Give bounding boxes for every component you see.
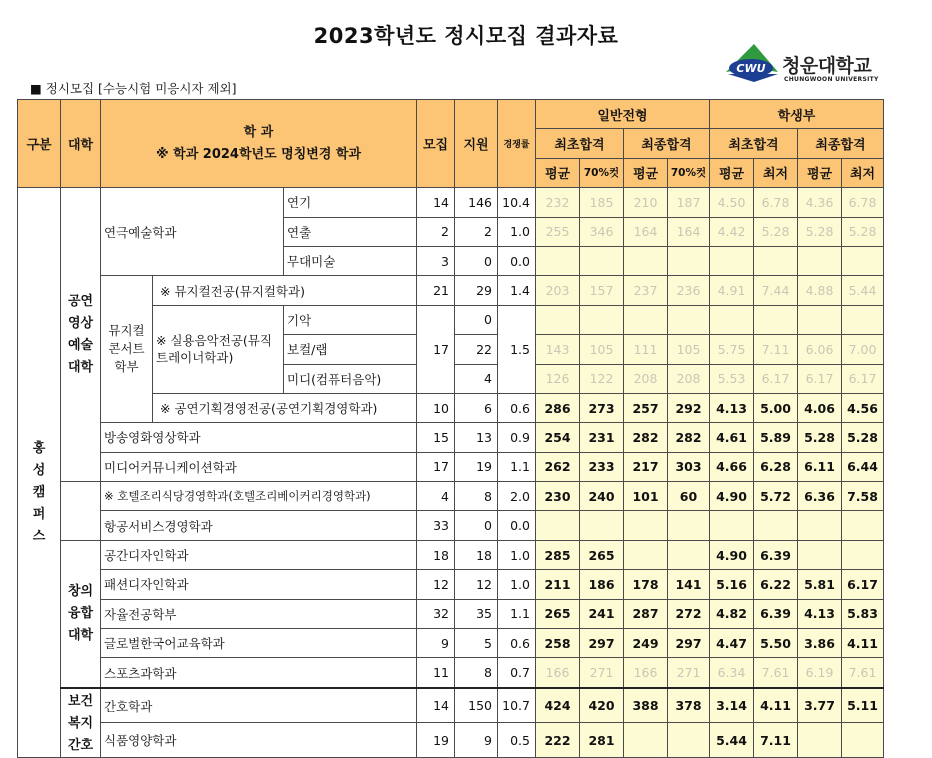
cell-applicants: 146	[455, 188, 498, 217]
cell-value: 281	[580, 723, 624, 757]
logo-name-korean: 청운대학교	[782, 55, 872, 77]
cell-empty	[668, 511, 710, 540]
cell-value: 4.13	[710, 393, 754, 422]
table-row	[18, 188, 884, 217]
cell-value: 141	[668, 570, 710, 599]
cell-applicants: 5	[455, 629, 498, 658]
major-midi: 미디(컴퓨터음악)	[284, 364, 417, 393]
header-min: 최저	[842, 158, 884, 187]
cell-value: 7.61	[842, 658, 884, 688]
cell-empty	[624, 540, 668, 569]
cell-value: 282	[668, 423, 710, 452]
cell-quota: 4	[417, 482, 455, 511]
cell-value: 166	[536, 658, 580, 688]
cell-value: 4.61	[710, 423, 754, 452]
cell-value: 210	[624, 188, 668, 217]
cell-value: 6.39	[754, 540, 798, 569]
cell-applicants: 35	[455, 599, 498, 628]
cell-value: 282	[624, 423, 668, 452]
cell-value: 272	[668, 599, 710, 628]
cell-value: 164	[624, 217, 668, 246]
cell-value: 4.13	[798, 599, 842, 628]
cell-applicants: 8	[455, 482, 498, 511]
cell-rate: 1.1	[498, 599, 536, 628]
cell-value: 5.72	[754, 482, 798, 511]
cell-value: 258	[536, 629, 580, 658]
cell-empty	[842, 511, 884, 540]
cell-value: 287	[624, 599, 668, 628]
dept-musical: ※ 뮤지컬전공(뮤지컬학과)	[153, 276, 417, 305]
cell-quota: 14	[417, 188, 455, 217]
cell-value: 271	[668, 658, 710, 688]
cell-empty	[798, 305, 842, 334]
cell-quota: 3	[417, 246, 455, 275]
header-applicants: 지원	[455, 100, 498, 188]
cell-applicants: 2	[455, 217, 498, 246]
table-row	[18, 482, 884, 511]
cell-empty	[710, 246, 754, 275]
cell-value: 255	[536, 217, 580, 246]
cell-value: 5.89	[754, 423, 798, 452]
cell-value: 6.22	[754, 570, 798, 599]
cell-rate: 1.0	[498, 217, 536, 246]
cell-value: 6.78	[842, 188, 884, 217]
cell-rate: 1.5	[498, 305, 536, 393]
cell-empty	[842, 723, 884, 757]
dept-aviation-service: 항공서비스경영학과	[101, 511, 417, 540]
cell-rate: 0.0	[498, 246, 536, 275]
header-general-first-pass: 최초합격	[536, 129, 624, 158]
cell-empty	[710, 305, 754, 334]
cell-value: 143	[536, 335, 580, 364]
dept-space-design: 공간디자인학과	[101, 540, 417, 569]
cell-value: 208	[668, 364, 710, 393]
cell-value: 4.36	[798, 188, 842, 217]
cell-value: 5.11	[842, 688, 884, 723]
header-student-final-pass: 최종합격	[798, 129, 884, 158]
cell-empty	[624, 511, 668, 540]
cell-rate: 0.5	[498, 723, 536, 757]
cell-value: 211	[536, 570, 580, 599]
cell-value: 5.28	[842, 217, 884, 246]
cell-quota: 14	[417, 688, 455, 723]
table-body	[18, 188, 884, 758]
cell-value: 231	[580, 423, 624, 452]
major-directing: 연출	[284, 217, 417, 246]
cell-value: 4.50	[710, 188, 754, 217]
cell-value: 111	[624, 335, 668, 364]
cell-applicants: 150	[455, 688, 498, 723]
cell-value: 101	[624, 482, 668, 511]
cell-applicants: 29	[455, 276, 498, 305]
header-student-first-pass: 최초합격	[710, 129, 798, 158]
cell-value: 424	[536, 688, 580, 723]
dept-free-major: 자율전공학부	[101, 599, 417, 628]
header-student-record: 학생부	[710, 100, 884, 129]
dept-performance-planning: ※ 공연기획경영전공(공연기획경영학과)	[153, 393, 417, 422]
table-row	[18, 423, 884, 452]
cell-value: 420	[580, 688, 624, 723]
cell-value: 203	[536, 276, 580, 305]
cell-value: 3.14	[710, 688, 754, 723]
header-department	[101, 100, 417, 188]
table-row	[18, 452, 884, 481]
cell-value: 297	[580, 629, 624, 658]
group-musical-concert: 뮤지컬콘서트학부	[101, 276, 153, 423]
cell-value: 7.00	[842, 335, 884, 364]
cell-value: 6.19	[798, 658, 842, 688]
college-creative: 창의융합대학	[61, 540, 101, 687]
cell-value: 5.50	[754, 629, 798, 658]
cell-value: 265	[536, 599, 580, 628]
cell-value: 232	[536, 188, 580, 217]
cell-quota: 17	[417, 305, 455, 393]
cell-empty	[754, 305, 798, 334]
cell-value: 6.34	[710, 658, 754, 688]
cell-value: 6.17	[842, 570, 884, 599]
cell-value: 346	[580, 217, 624, 246]
cell-empty	[580, 305, 624, 334]
cell-applicants: 18	[455, 540, 498, 569]
header-general-admission: 일반전형	[536, 100, 710, 129]
cell-empty	[580, 246, 624, 275]
cell-value: 4.42	[710, 217, 754, 246]
table-row	[18, 540, 884, 569]
cell-value: 157	[580, 276, 624, 305]
cell-empty	[798, 540, 842, 569]
cell-value: 265	[580, 540, 624, 569]
header-department-note: ※ 학과 2024학년도 명칭변경 학과	[155, 146, 362, 162]
cell-value: 4.82	[710, 599, 754, 628]
cell-value: 5.28	[798, 423, 842, 452]
cell-value: 3.86	[798, 629, 842, 658]
cell-empty	[754, 511, 798, 540]
cell-value: 257	[624, 393, 668, 422]
cell-empty	[710, 511, 754, 540]
dept-media-communication: 미디어커뮤니케이션학과	[101, 452, 417, 481]
cell-applicants: 8	[455, 658, 498, 688]
table-row	[18, 658, 884, 688]
cell-applicants: 12	[455, 570, 498, 599]
cell-value: 286	[536, 393, 580, 422]
cell-applicants: 0	[455, 305, 498, 334]
cell-empty	[536, 246, 580, 275]
cell-empty	[668, 540, 710, 569]
major-stage-art: 무대미술	[284, 246, 417, 275]
cell-rate: 1.0	[498, 570, 536, 599]
cell-value: 240	[580, 482, 624, 511]
cell-empty	[798, 723, 842, 757]
cell-rate: 0.6	[498, 393, 536, 422]
header-avg: 평균	[624, 158, 668, 187]
cell-value: 7.11	[754, 723, 798, 757]
college-health: 보건복지간호	[61, 688, 101, 758]
cell-value: 297	[668, 629, 710, 658]
table-row	[18, 570, 884, 599]
cell-value: 5.28	[798, 217, 842, 246]
header-min: 최저	[754, 158, 798, 187]
cell-applicants: 22	[455, 335, 498, 364]
cwu-emblem-icon	[724, 42, 780, 84]
cell-value: 164	[668, 217, 710, 246]
cell-value: 178	[624, 570, 668, 599]
dept-practical-music: ※ 실용음악전공(뮤직트레이너학과)	[153, 305, 284, 393]
cell-value: 217	[624, 452, 668, 481]
cell-value: 233	[580, 452, 624, 481]
cell-applicants: 9	[455, 723, 498, 757]
cell-value: 105	[668, 335, 710, 364]
cell-value: 249	[624, 629, 668, 658]
table-row	[18, 599, 884, 628]
cell-value: 6.17	[798, 364, 842, 393]
cell-value: 5.75	[710, 335, 754, 364]
cell-applicants: 0	[455, 511, 498, 540]
cell-applicants: 13	[455, 423, 498, 452]
cell-value: 273	[580, 393, 624, 422]
header-avg: 평균	[710, 158, 754, 187]
section-subtitle: ■ 정시모집 [수능시험 미응시자 제외]	[30, 81, 237, 96]
cell-value: 166	[624, 658, 668, 688]
cell-applicants: 4	[455, 364, 498, 393]
cell-empty	[624, 305, 668, 334]
dept-food-nutrition: 식품영양학과	[101, 723, 417, 757]
cell-value: 4.90	[710, 482, 754, 511]
header-department-label: 학 과	[243, 124, 274, 140]
cell-value: 4.66	[710, 452, 754, 481]
cell-quota: 33	[417, 511, 455, 540]
major-instrument: 기악	[284, 305, 417, 334]
cell-value: 4.11	[842, 629, 884, 658]
table-row	[18, 688, 884, 723]
cell-quota: 12	[417, 570, 455, 599]
cell-empty	[668, 246, 710, 275]
cell-value: 4.88	[798, 276, 842, 305]
dept-theater: 연극예술학과	[101, 188, 284, 276]
cell-empty	[754, 246, 798, 275]
cell-value: 4.90	[710, 540, 754, 569]
cell-empty	[842, 246, 884, 275]
cell-rate: 10.7	[498, 688, 536, 723]
cell-quota: 2	[417, 217, 455, 246]
cell-value: 6.28	[754, 452, 798, 481]
cell-value: 5.53	[710, 364, 754, 393]
cell-value: 303	[668, 452, 710, 481]
dept-sports-science: 스포츠과학과	[101, 658, 417, 688]
cell-value: 236	[668, 276, 710, 305]
major-acting: 연기	[284, 188, 417, 217]
logo-name-english: CHUNGWOON UNIVERSITY	[784, 76, 879, 83]
cell-value: 5.44	[710, 723, 754, 757]
cell-rate: 0.6	[498, 629, 536, 658]
cell-value: 126	[536, 364, 580, 393]
cell-quota: 18	[417, 540, 455, 569]
cell-rate: 1.1	[498, 452, 536, 481]
cell-value: 230	[536, 482, 580, 511]
cell-rate: 10.4	[498, 188, 536, 217]
cell-quota: 15	[417, 423, 455, 452]
table-row	[18, 511, 884, 540]
cell-value: 5.16	[710, 570, 754, 599]
cell-value: 208	[624, 364, 668, 393]
cell-value: 5.81	[798, 570, 842, 599]
cell-empty	[798, 511, 842, 540]
cell-empty	[842, 305, 884, 334]
header-avg: 평균	[536, 158, 580, 187]
dept-hotel-culinary: ※ 호텔조리식당경영학과(호텔조리베이커리경영학과)	[101, 482, 417, 511]
cell-value: 4.47	[710, 629, 754, 658]
cell-applicants: 19	[455, 452, 498, 481]
cell-value: 105	[580, 335, 624, 364]
cell-rate: 0.9	[498, 423, 536, 452]
cell-applicants: 6	[455, 393, 498, 422]
table-header	[18, 100, 884, 188]
college-performing: 공연영상예술대학	[61, 188, 101, 482]
table-row	[18, 723, 884, 757]
cell-rate: 0.7	[498, 658, 536, 688]
cell-empty	[580, 511, 624, 540]
dept-fashion-design: 패션디자인학과	[101, 570, 417, 599]
cell-value: 6.11	[798, 452, 842, 481]
cell-value: 6.36	[798, 482, 842, 511]
cell-value: 4.56	[842, 393, 884, 422]
dept-broadcast: 방송영화영상학과	[101, 423, 417, 452]
cell-empty	[842, 540, 884, 569]
cell-rate: 1.4	[498, 276, 536, 305]
cell-empty	[668, 305, 710, 334]
cell-empty	[624, 246, 668, 275]
cell-empty	[536, 305, 580, 334]
cell-rate: 0.0	[498, 511, 536, 540]
header-quota: 모집	[417, 100, 455, 188]
cell-value: 7.61	[754, 658, 798, 688]
cell-value: 4.91	[710, 276, 754, 305]
cell-value: 6.39	[754, 599, 798, 628]
cell-value: 3.77	[798, 688, 842, 723]
cell-value: 5.44	[842, 276, 884, 305]
cell-value: 6.17	[842, 364, 884, 393]
header-avg: 평균	[798, 158, 842, 187]
cell-value: 6.06	[798, 335, 842, 364]
cell-value: 60	[668, 482, 710, 511]
cell-value: 237	[624, 276, 668, 305]
cell-value: 222	[536, 723, 580, 757]
cell-value: 285	[536, 540, 580, 569]
cell-value: 388	[624, 688, 668, 723]
cell-empty	[624, 723, 668, 757]
cell-quota: 9	[417, 629, 455, 658]
cell-quota: 19	[417, 723, 455, 757]
cell-value: 7.58	[842, 482, 884, 511]
cell-quota: 10	[417, 393, 455, 422]
header-general-final-pass: 최종합격	[624, 129, 710, 158]
dept-korean-education: 글로벌한국어교육학과	[101, 629, 417, 658]
cell-rate: 1.0	[498, 540, 536, 569]
cell-value: 262	[536, 452, 580, 481]
cell-value: 185	[580, 188, 624, 217]
university-logo	[724, 42, 904, 90]
admission-results-table	[17, 99, 884, 758]
cell-value: 6.44	[842, 452, 884, 481]
cell-value: 6.78	[754, 188, 798, 217]
cell-value: 186	[580, 570, 624, 599]
campus-label: 홍성캠퍼스	[18, 188, 61, 758]
header-cut70: 70%컷	[668, 158, 710, 187]
cell-value: 241	[580, 599, 624, 628]
cell-quota: 21	[417, 276, 455, 305]
cell-quota: 17	[417, 452, 455, 481]
cell-value: 5.28	[754, 217, 798, 246]
cell-empty	[536, 511, 580, 540]
page-title: 2023학년도 정시모집 결과자료	[313, 24, 619, 48]
cell-value: 122	[580, 364, 624, 393]
cell-value: 254	[536, 423, 580, 452]
cell-empty	[668, 723, 710, 757]
cell-value: 187	[668, 188, 710, 217]
cell-value: 5.00	[754, 393, 798, 422]
cell-quota: 32	[417, 599, 455, 628]
cell-value: 5.28	[842, 423, 884, 452]
college-unnamed	[61, 482, 101, 541]
cell-value: 6.17	[754, 364, 798, 393]
cell-quota: 11	[417, 658, 455, 688]
cell-value: 7.11	[754, 335, 798, 364]
cell-applicants: 0	[455, 246, 498, 275]
major-vocal: 보컬/랩	[284, 335, 417, 364]
table-row	[18, 276, 884, 305]
cell-value: 4.11	[754, 688, 798, 723]
cell-value: 378	[668, 688, 710, 723]
cell-value: 4.06	[798, 393, 842, 422]
header-cut70: 70%컷	[580, 158, 624, 187]
cell-value: 271	[580, 658, 624, 688]
cell-value: 7.44	[754, 276, 798, 305]
cell-rate: 2.0	[498, 482, 536, 511]
table-row	[18, 629, 884, 658]
header-gubun: 구분	[18, 100, 61, 188]
cell-value: 292	[668, 393, 710, 422]
dept-nursing: 간호학과	[101, 688, 417, 723]
cell-value: 5.83	[842, 599, 884, 628]
logo-cwu-text: CWU	[736, 62, 766, 75]
cell-empty	[798, 246, 842, 275]
header-college: 대학	[61, 100, 101, 188]
header-competition-rate: 경쟁률	[498, 100, 536, 188]
